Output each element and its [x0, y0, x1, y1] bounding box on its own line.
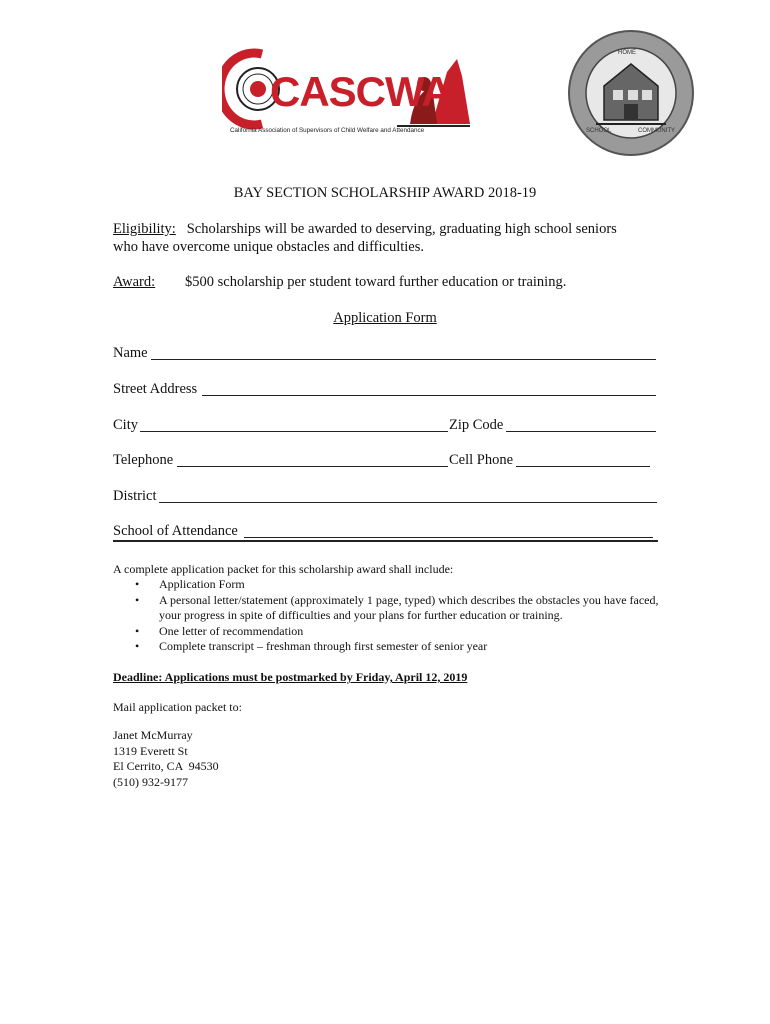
mail-intro: Mail application packet to: — [113, 700, 242, 714]
mail-phone: (510) 932-9177 — [113, 774, 188, 789]
city-field[interactable] — [140, 431, 448, 432]
zip-code-field[interactable] — [506, 431, 656, 432]
street-address-label: Street Address — [113, 381, 198, 397]
city-label: City — [113, 417, 138, 433]
eligibility-line-2: who have overcome unique obstacles and difficulties. — [113, 239, 424, 255]
zip-code-label: Zip Code — [449, 417, 504, 433]
mail-name: Janet McMurray — [113, 728, 193, 742]
requirements-list — [115, 577, 660, 655]
mail-city-state-zip: El Cerrito, CA 94530 — [113, 759, 219, 773]
award-text: $500 scholarship per student toward further education or training. — [185, 274, 567, 290]
mailing-address — [113, 728, 219, 790]
form-heading: Application Form — [333, 310, 437, 326]
list-item: • A personal letter/statement (approximately 1 page, typed) which describes the obstacles you have faced, your progress in spite of difficulties and your plans for further education or training. — [115, 593, 660, 624]
seal-word-school: SCHOOL — [586, 128, 612, 134]
mail-street: 1319 Everett St — [113, 743, 188, 758]
section-seal — [566, 28, 696, 158]
street-address-field[interactable] — [202, 395, 656, 396]
eligibility-line-1 — [113, 220, 617, 238]
eligibility-text-1: Scholarships will be awarded to deserving, graduating high school seniors — [186, 221, 617, 237]
seal-word-community: COMMUNITY — [638, 128, 675, 134]
cascwa-tagline: California Association of Supervisors of Child Welfare and Attendance — [230, 127, 425, 134]
list-item: • One letter of recommendation — [115, 624, 660, 640]
name-label: Name — [113, 345, 148, 361]
district-field[interactable] — [159, 502, 657, 503]
divider — [113, 540, 658, 542]
list-item: • Application Form — [115, 577, 660, 593]
deadline-notice: Deadline: Applications must be postmarked by Friday, April 12, 2019 — [113, 670, 468, 684]
cascwa-logo — [222, 44, 472, 140]
school-of-attendance-label: School of Attendance — [113, 523, 238, 539]
document-title: BAY SECTION SCHOLARSHIP AWARD 2018-19 — [233, 185, 537, 201]
school-of-attendance-field[interactable] — [244, 537, 653, 538]
requirements-intro: A complete application packet for this scholarship award shall include: — [113, 562, 454, 576]
cell-phone-label: Cell Phone — [449, 452, 514, 468]
award-label: Award: — [113, 274, 156, 290]
list-item: • Complete transcript – freshman through first semester of senior year — [115, 639, 660, 655]
district-label: District — [113, 488, 157, 504]
telephone-field[interactable] — [177, 466, 448, 467]
name-field[interactable] — [151, 359, 656, 360]
telephone-label: Telephone — [113, 452, 174, 468]
eligibility-label: Eligibility: — [113, 221, 176, 237]
seal-word-home: HOME — [618, 50, 636, 56]
cascwa-wordmark: CASCWA — [270, 68, 451, 115]
cell-phone-field[interactable] — [516, 466, 650, 467]
